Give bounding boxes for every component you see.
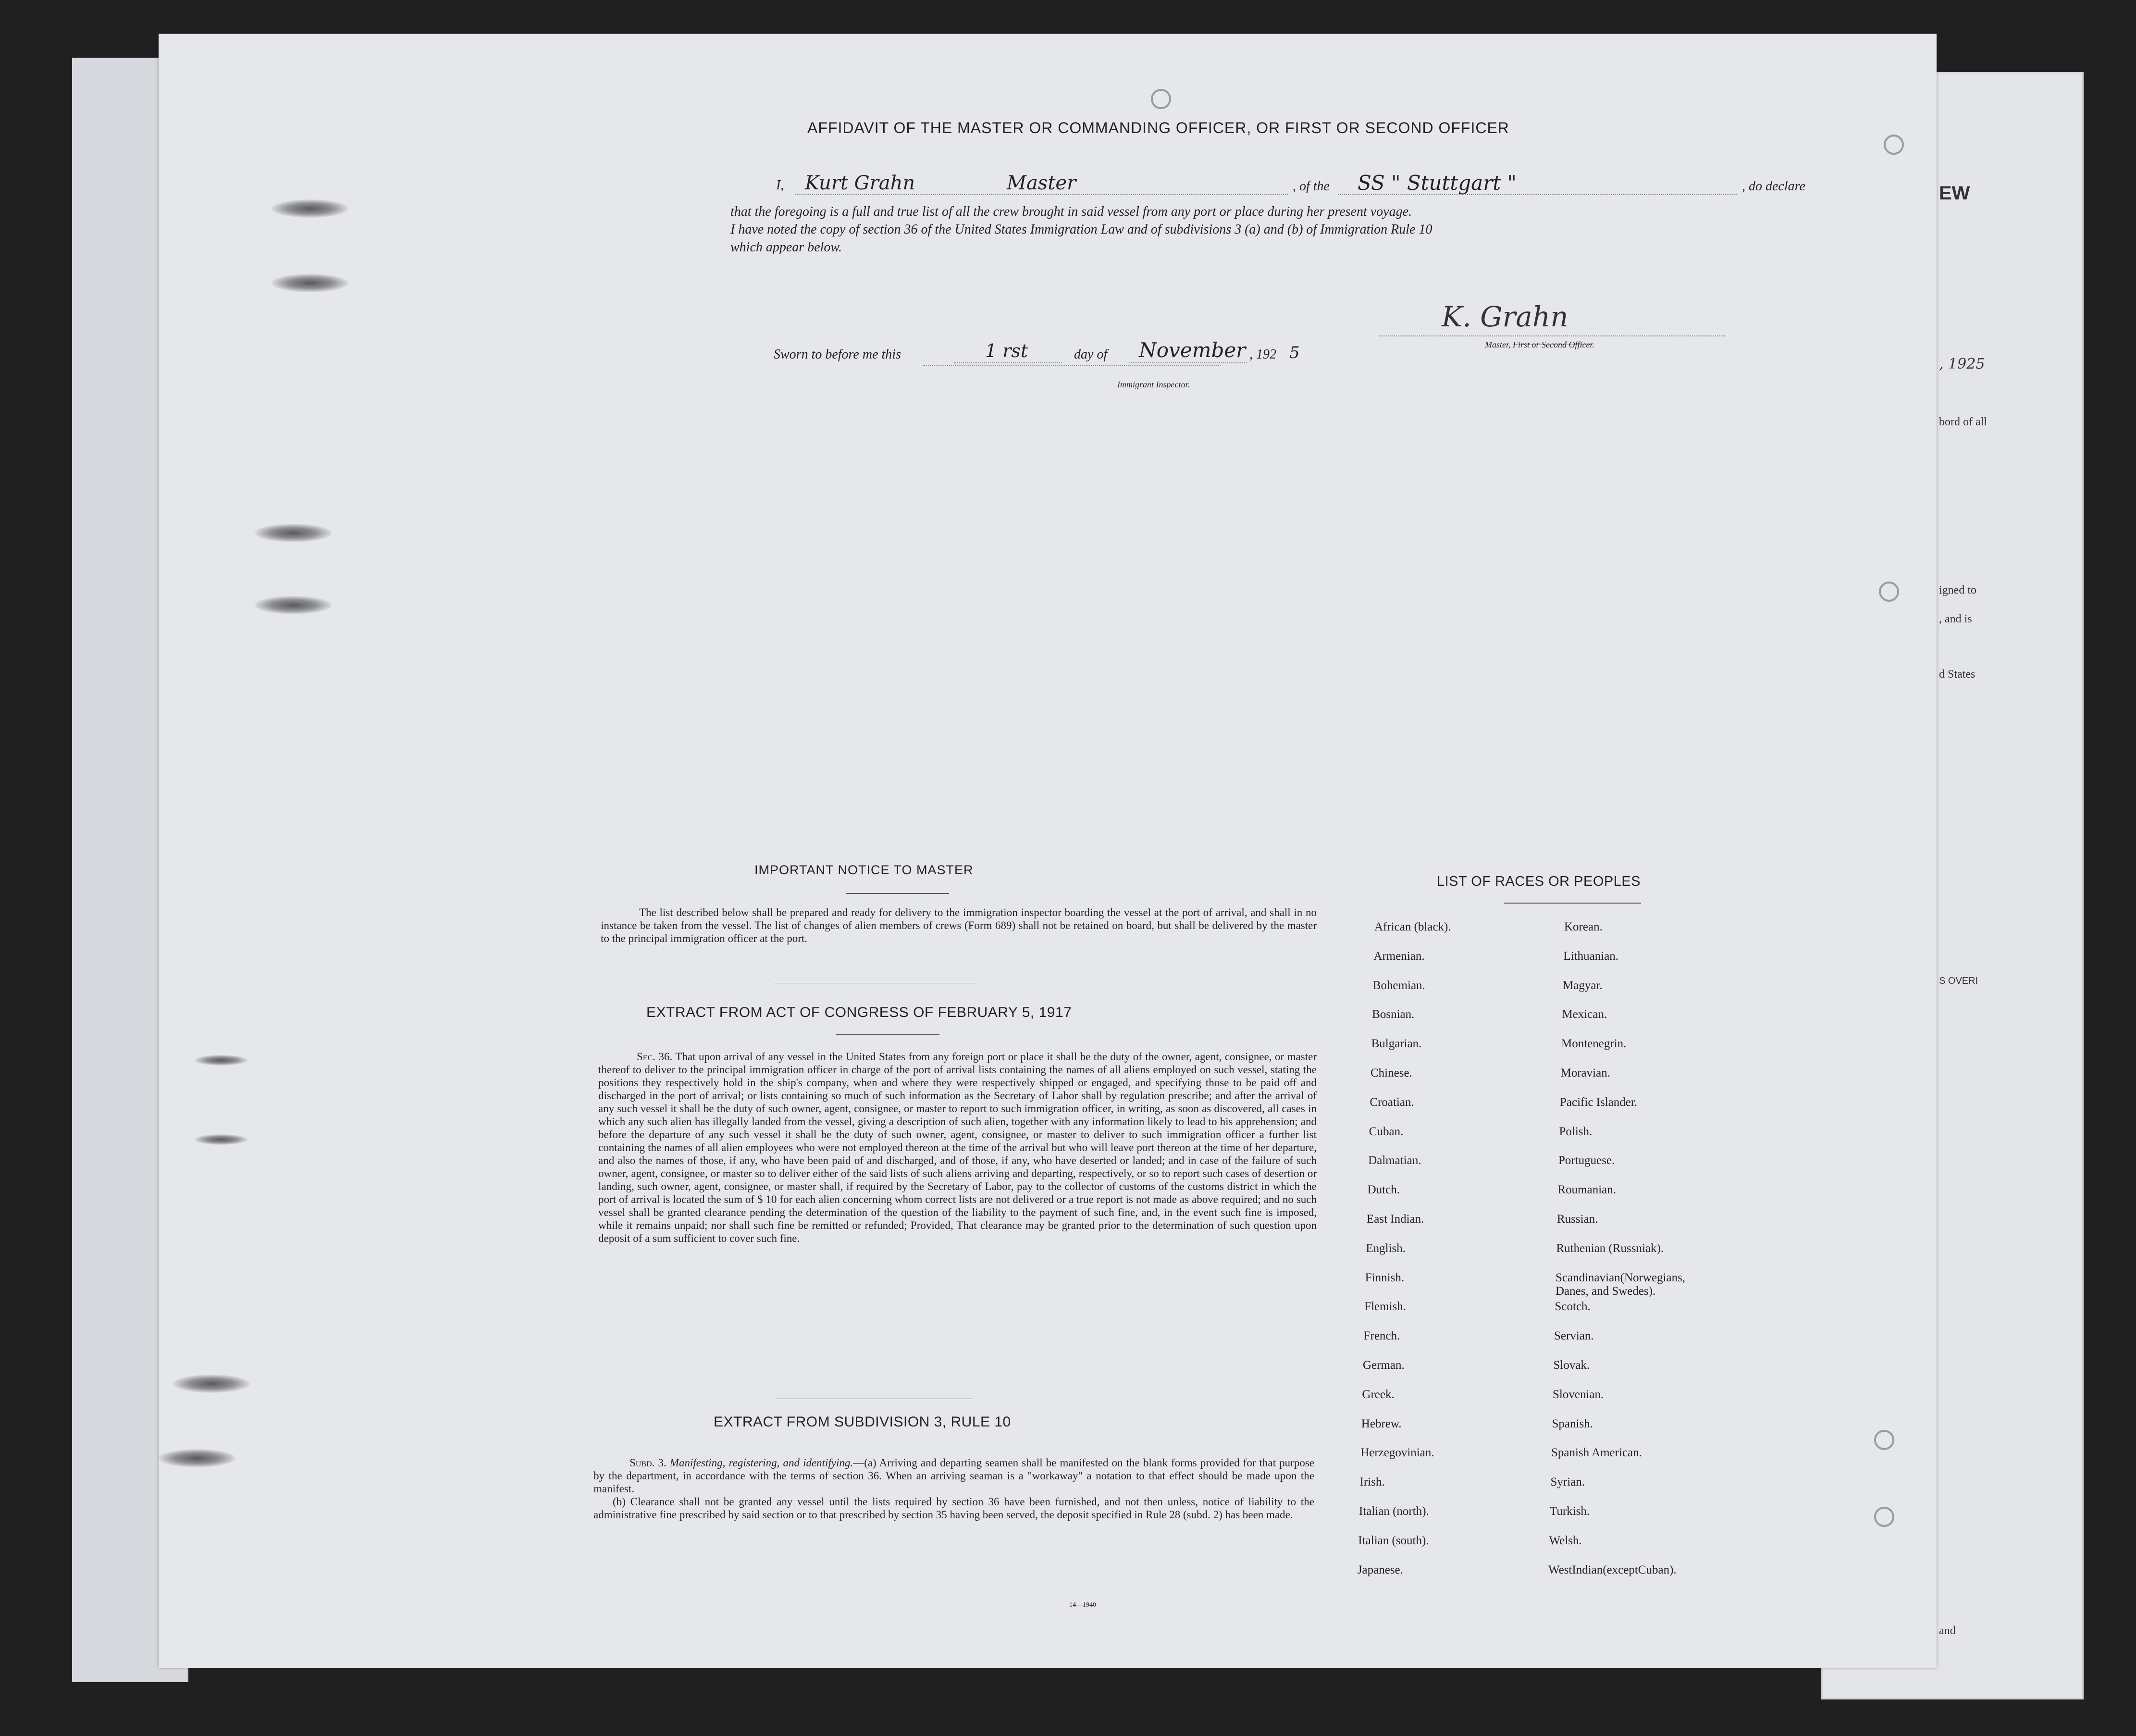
- day-blank-line: [954, 362, 1062, 363]
- race-item: Syrian.: [1550, 1476, 1585, 1489]
- affidavit-title: AFFIDAVIT OF THE MASTER OR COMMANDING OFFICER, OR FIRST OR SECOND OFFICER: [807, 119, 1509, 136]
- race-item: Bohemian.: [1372, 979, 1425, 992]
- race-item: Slovak.: [1553, 1359, 1590, 1372]
- edge-text-year: , 1925: [1939, 356, 1985, 372]
- year-handwritten: 5: [1289, 343, 1300, 362]
- rank-handwritten: Master: [1007, 172, 1076, 194]
- race-item: Bulgarian.: [1371, 1037, 1422, 1051]
- affidavit-body: [730, 203, 1826, 256]
- race-item: Servian.: [1554, 1329, 1594, 1343]
- grommet-ring: [1879, 582, 1899, 602]
- race-item: Flemish.: [1364, 1300, 1407, 1314]
- race-item: Pacific Islander.: [1560, 1095, 1638, 1109]
- race-item: Japanese.: [1357, 1563, 1403, 1576]
- race-item: African (black).: [1374, 920, 1451, 933]
- race-item: Welsh.: [1549, 1534, 1582, 1547]
- race-item: East Indian.: [1367, 1213, 1424, 1226]
- master-name-handwritten: Kurt Grahn: [805, 172, 915, 194]
- form-number: 14—1940: [1069, 1601, 1096, 1609]
- punch-hole: [195, 1055, 247, 1066]
- punch-hole: [272, 199, 348, 218]
- notice-text: The list described below shall be prepared and ready for delivery to the immigration inspector boarding the vessel at the port of arrival, and shall in no instance be taken from the vessel. The list of changes of alien members of crews (Form 689) shall not be retained on board, but shall be delivered by the master to the principal immigration officer at the port.: [601, 906, 1317, 944]
- affidavit-line-1: [776, 171, 1824, 196]
- race-item: Italian (south).: [1358, 1534, 1429, 1547]
- affidavit-sheet: [159, 34, 1937, 1668]
- sworn-label: Sworn to before me this: [774, 347, 901, 362]
- act-extract-text: Sec. 36. That upon arrival of any vessel in the United States from any foreign port or place it shall be the duty of the owner, agent, consignee, or master thereof to deliver to the principal immigration officer in charge of the port of arrival lists containing the names of all aliens employed on such vessel, stating the positions they respectively hold in the ship's company, when and where they were respectively shipped or engaged, and specifying those to be paid off and discharged in the port of arrival; or lists containing so much of such information as the Secretary of Labor shall by regulation prescribe; and after the arrival of any such vessel it shall be the duty of such owner, agent, consignee, or master to report to such immigration officer, in writing, as soon as discovered, all cases in which any such alien has illegally landed from the vessel, giving a description of such alien, together with any information likely to lead to his apprehension; and before the departure of any such vessel it shall be the duty of such owner, agent, consignee, or master to deliver to such immigration officer a further list containing the names of all alien employees who were not employed thereon at the time of the arrival but who will leave port thereon at the time of her departure, and also the names of those, if any, who have been paid of and discharged, and of those, if any, who have deserted or landed; and in case of the failure of such owner, agent, consignee, or master so to deliver either of the said lists of such aliens arriving and departing, respectively, or so to report such cases of desertion or landing, such owner, agent, consignee, or master shall, if required by the Secretary of Labor, pay to the collector of customs of the customs district in which the port of arrival is located the sum of $ 10 for each alien concerning whom correct lists are not delivered or a true report is not made as above required; and no such vessel shall be granted clearance pending the determination of the question of the liability to the payment of such fine, and, in the event such fine is imposed, while it remains unpaid; nor shall such fine be remitted or refunded; Provided, That clearance may be granted prior to the determination of such question upon deposit of a sum sufficient to cover such fine.: [598, 1051, 1317, 1244]
- race-item: Spanish.: [1552, 1417, 1593, 1430]
- races-heading-rule: [1504, 903, 1641, 904]
- edge-text-states: d States: [1939, 668, 1975, 681]
- race-item: Turkish.: [1550, 1505, 1590, 1518]
- race-item: Cuban.: [1369, 1125, 1404, 1138]
- signature-line: [1379, 335, 1725, 336]
- act-heading-rule: [836, 1034, 939, 1035]
- race-item: Slovenian.: [1553, 1388, 1604, 1401]
- race-item: Moravian.: [1560, 1066, 1610, 1079]
- name-blank-line: [795, 194, 1288, 195]
- race-item: Roumanian.: [1557, 1183, 1617, 1197]
- rule-para-a: Subd. 3. Manifesting, registering, and identifying.—(a) Arriving and departing seamen shall be manifested on the blank forms provided for that purpose by the department, in accordance with the terms of section 36. When an arriving seaman is a "workaway" a notation to that effect should be made upon the manifest.: [593, 1457, 1315, 1495]
- race-item: WestIndian(exceptCuban).: [1548, 1563, 1677, 1576]
- edge-text-andis: , and is: [1939, 613, 1972, 625]
- punch-hole: [255, 524, 332, 542]
- race-item: Finnish.: [1365, 1271, 1405, 1284]
- vessel-name-handwritten: SS " Stuttgart ": [1358, 171, 1517, 195]
- of-the-label: , of the: [1293, 179, 1330, 194]
- race-item: Korean.: [1564, 920, 1603, 933]
- race-item: Lithuanian.: [1563, 949, 1619, 963]
- year-prefix: , 192: [1249, 347, 1276, 362]
- master-signature: K. Grahn: [1442, 300, 1568, 333]
- rule-extract-text: [593, 1456, 1314, 1521]
- edge-text-overi: S OVERI: [1939, 976, 1978, 986]
- race-item: Spanish American.: [1551, 1446, 1642, 1460]
- grommet-ring: [1874, 1430, 1894, 1450]
- race-item: Polish.: [1559, 1125, 1593, 1138]
- race-item: Herzegovinian.: [1360, 1446, 1434, 1460]
- race-item: Ruthenian (Russniak).: [1556, 1241, 1664, 1255]
- rule-para-b: (b) Clearance shall not be granted any vessel until the lists required by section 36 have been furnished, and not then unless, notice of liability to the administrative fine prescribed by said section or to that prescribed by section 35 having been served, the deposit specified in Rule 28 (subd. 2) has been made.: [593, 1496, 1314, 1521]
- race-item: Hebrew.: [1361, 1417, 1402, 1430]
- grommet-ring: [1874, 1507, 1894, 1527]
- race-item: Russian.: [1557, 1213, 1598, 1226]
- day-handwritten: 1 rst: [985, 340, 1028, 361]
- edge-text-igned: igned to: [1939, 584, 1976, 596]
- race-item: Armenian.: [1373, 949, 1425, 963]
- race-item: English.: [1366, 1241, 1406, 1255]
- affidavit-line-3: I have noted the copy of section 36 of the United States Immigration Law and of subdivisions 3 (a) and (b) of Immigration Rule 10: [730, 222, 1432, 237]
- month-handwritten: November: [1139, 338, 1246, 362]
- do-declare-label: , do declare: [1742, 179, 1805, 194]
- day-of-label: day of: [1074, 347, 1108, 362]
- race-item: French.: [1363, 1329, 1400, 1343]
- race-item: Dalmatian.: [1368, 1154, 1421, 1167]
- race-item: Irish.: [1359, 1476, 1385, 1489]
- grommet-ring: [1884, 135, 1904, 155]
- races-heading: LIST OF RACES OR PEOPLES: [1437, 874, 1641, 889]
- grommet-ring: [1151, 89, 1171, 109]
- race-item: Dutch.: [1367, 1183, 1400, 1197]
- inspector-caption: Immigrant Inspector.: [1117, 380, 1190, 389]
- race-item: Croatian.: [1370, 1095, 1414, 1109]
- rule-extract-heading: EXTRACT FROM SUBDIVISION 3, RULE 10: [714, 1414, 1011, 1430]
- race-item: Scotch.: [1555, 1300, 1591, 1314]
- punch-hole: [173, 1375, 250, 1393]
- edge-text-ew: EW: [1939, 183, 1970, 204]
- vessel-blank-line: [1338, 194, 1737, 195]
- race-item: Greek.: [1362, 1388, 1395, 1401]
- race-item: Bosnian.: [1372, 1008, 1415, 1021]
- race-item: Chinese.: [1370, 1066, 1412, 1079]
- race-item: Mexican.: [1562, 1008, 1607, 1021]
- race-item: Montenegrin.: [1561, 1037, 1627, 1051]
- punch-hole: [255, 596, 332, 614]
- edge-text-bord: bord of all: [1939, 416, 1987, 428]
- signature-caption: Master, First or Second Officer.: [1485, 340, 1594, 349]
- punch-hole: [272, 274, 348, 292]
- punch-hole: [195, 1134, 247, 1145]
- notice-heading: IMPORTANT NOTICE TO MASTER: [754, 863, 974, 877]
- month-blank-line: [1129, 362, 1247, 363]
- race-item: Magyar.: [1563, 979, 1603, 992]
- edge-text-and: and: [1939, 1624, 1956, 1637]
- act-extract-heading: EXTRACT FROM ACT OF CONGRESS OF FEBRUARY 5, 1917: [646, 1004, 1072, 1020]
- race-item: Portuguese.: [1558, 1154, 1615, 1167]
- notice-heading-rule: [846, 893, 949, 894]
- inspector-line: [923, 365, 1221, 366]
- affidavit-line-4: which appear below.: [730, 240, 842, 255]
- i-label: I,: [776, 178, 784, 193]
- punch-hole: [159, 1449, 235, 1467]
- race-item: German.: [1363, 1359, 1405, 1372]
- race-item: Italian (north).: [1359, 1505, 1429, 1518]
- race-item: Scandinavian(Norwegians, Danes, and Swedes).: [1556, 1271, 1686, 1298]
- affidavit-line-2: that the foregoing is a full and true list of all the crew brought in said vessel from any port or place during her present voyage.: [730, 204, 1412, 219]
